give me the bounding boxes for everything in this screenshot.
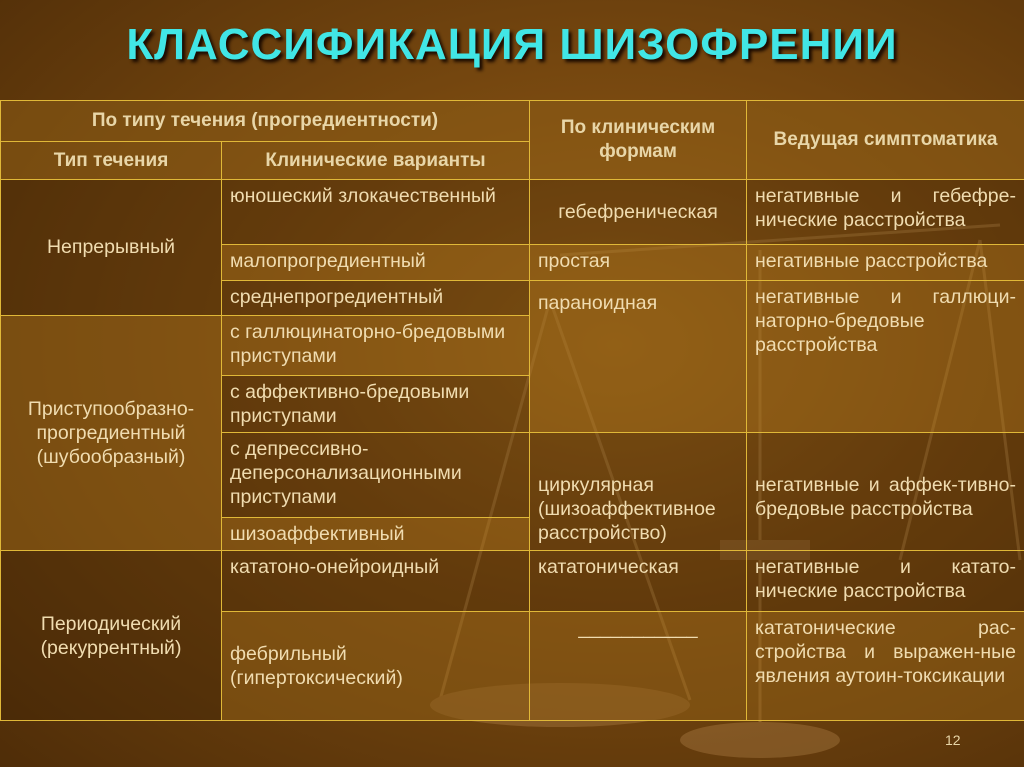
page-number: 12 xyxy=(945,732,961,748)
form-cell: простая xyxy=(530,245,747,280)
form-cell: ___________ xyxy=(530,611,747,720)
page-title: КЛАССИФИКАЦИЯ ШИЗОФРЕНИИ xyxy=(126,20,898,69)
header-clinical-forms: По клиническим формам xyxy=(530,101,747,180)
form-cell: кататоническая xyxy=(530,551,747,611)
variant-cell: фебрильный (гипертоксический) xyxy=(222,611,530,720)
form-cell: циркулярная (шизоаффективное расстройство) xyxy=(530,433,747,551)
symptom-cell: негативные расстройства xyxy=(747,245,1024,280)
symptom-cell: кататонические рас-стройства и выражен-ные явления аутоин-токсикации xyxy=(747,611,1024,720)
symptom-cell: негативные и аффек-тивно-бредовые расстройства xyxy=(747,433,1024,551)
course-type-continuous: Непрерывный xyxy=(1,180,222,315)
form-cell: гебефреническая xyxy=(530,180,747,245)
variant-cell: с аффективно-бредовыми приступами xyxy=(222,375,530,432)
variant-cell: шизоаффективный xyxy=(222,518,530,551)
header-by-course-type: По типу течения (прогредиентности) xyxy=(1,101,530,142)
symptom-cell: негативные и галлюци-наторно-бредовые расстройства xyxy=(747,280,1024,432)
variant-cell: с галлюцинаторно-бредовыми приступами xyxy=(222,315,530,375)
header-course-type: Тип течения xyxy=(1,142,222,180)
symptom-cell: негативные и гебефре-нические расстройства xyxy=(747,180,1024,245)
header-clinical-variants: Клинические варианты xyxy=(222,142,530,180)
course-type-paroxysmal: Приступообразно-прогредиентный (шубообразный) xyxy=(1,315,222,551)
variant-cell: с депрессивно-деперсонализационными приступами xyxy=(222,433,530,518)
course-type-periodic: Периодический (рекуррентный) xyxy=(1,551,222,721)
header-leading-symptoms: Ведущая симптоматика xyxy=(747,101,1024,180)
variant-cell: малопрогредиентный xyxy=(222,245,530,280)
classification-table xyxy=(0,100,1024,721)
variant-cell: кататоно-онейроидный xyxy=(222,551,530,611)
form-cell: параноидная xyxy=(530,280,747,432)
variant-cell: среднепрогредиентный xyxy=(222,280,530,315)
symptom-cell: негативные и катато-нические расстройства xyxy=(747,551,1024,611)
variant-cell: юношеский злокачественный xyxy=(222,180,530,245)
